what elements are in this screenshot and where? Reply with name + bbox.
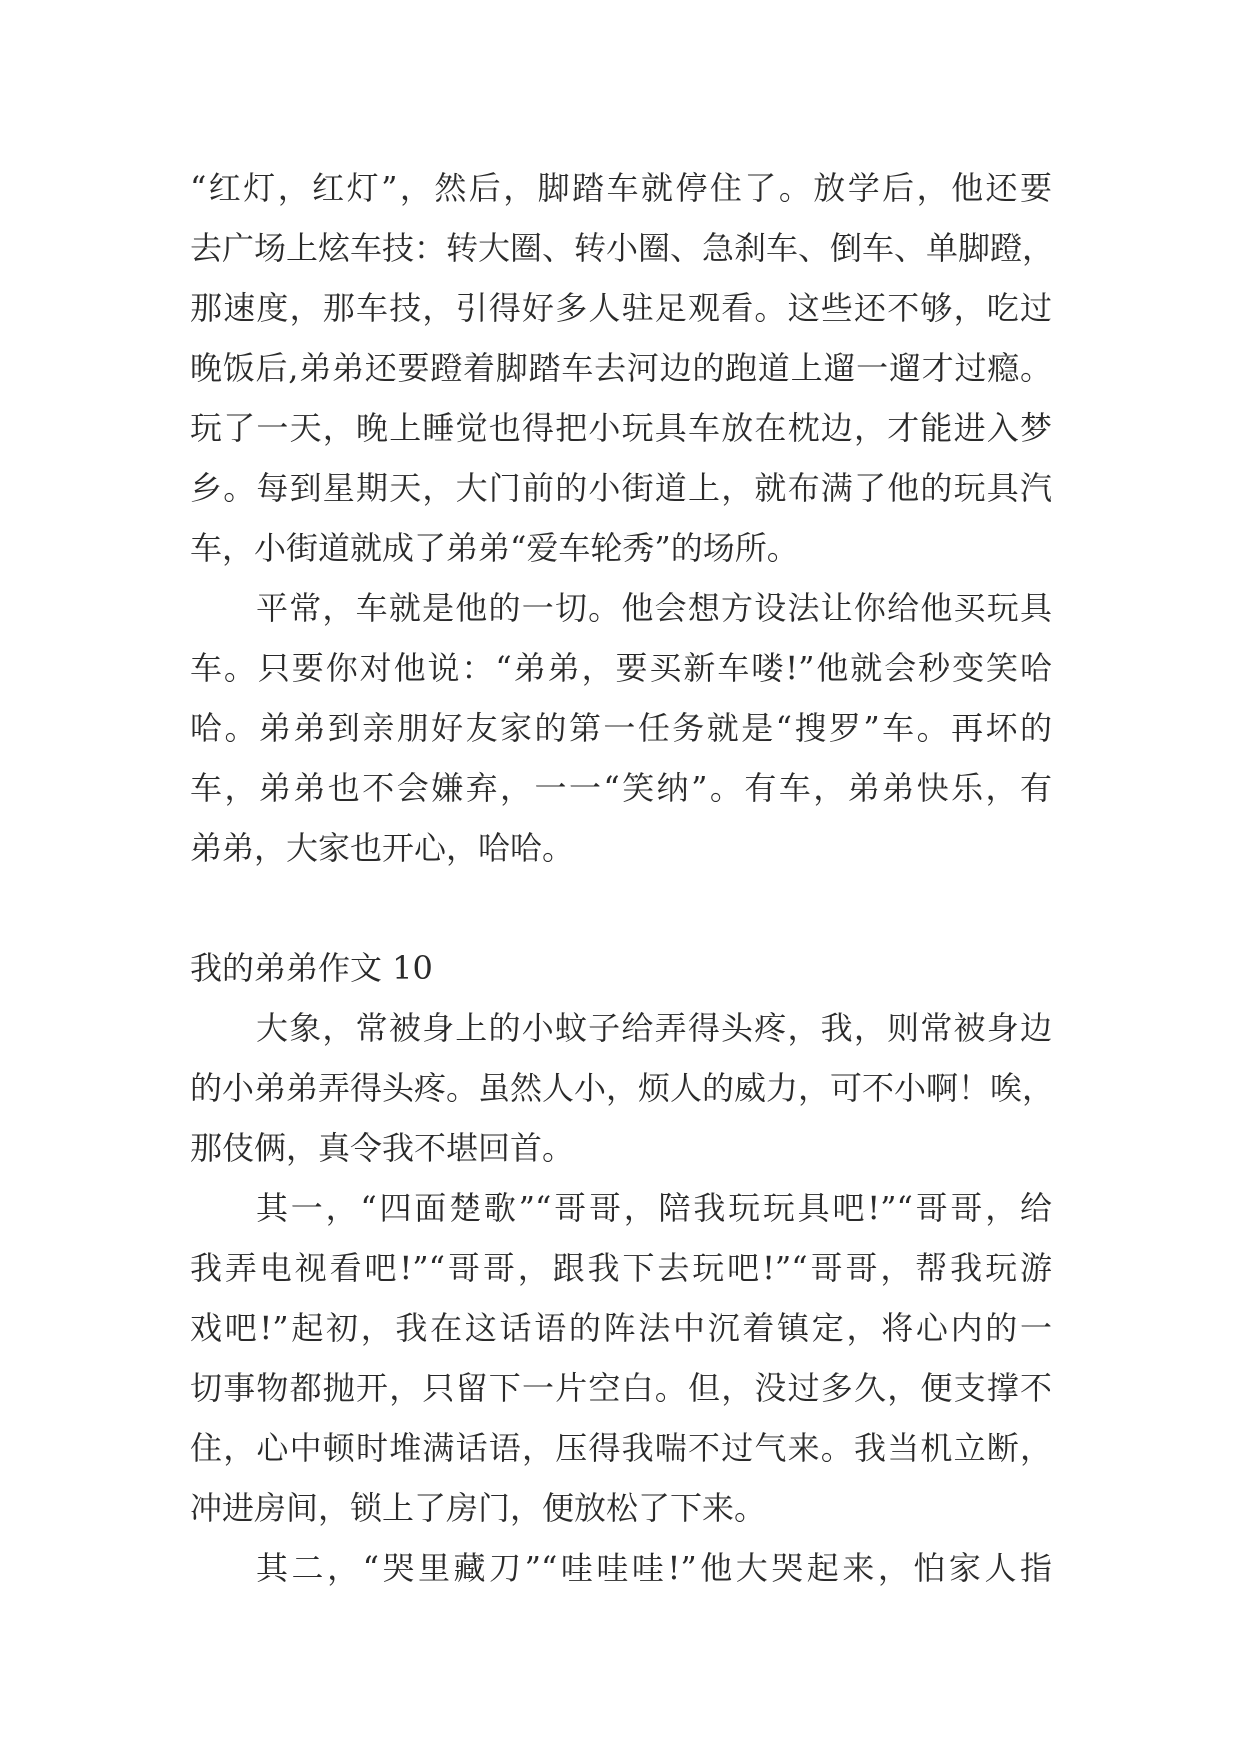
text-line: 大象，常被身上的小蚊子给弄得头疼，我，则常被身边 (256, 1009, 1052, 1047)
text-line: 其二，“哭里藏刀”“哇哇哇!”他大哭起来，怕家人指 (256, 1549, 1052, 1587)
text-line: 那速度，那车技，引得好多人驻足观看。这些还不够，吃过 (190, 289, 1052, 327)
paragraph (190, 1178, 1052, 1538)
text-line: 其一，“四面楚歌”“哥哥，陪我玩玩具吧!”“哥哥，给 (256, 1189, 1052, 1227)
text-line: 去广场上炫车技：转大圈、转小圈、急刹车、倒车、单脚蹬， (190, 229, 1055, 267)
text-line: 弟弟，大家也开心，哈哈。 (190, 829, 575, 867)
text-line: 车，弟弟也不会嫌弃，一一“笑纳”。有车，弟弟快乐，有 (190, 769, 1052, 807)
text-line: 住，心中顿时堆满话语，压得我喘不过气来。我当机立断， (190, 1429, 1052, 1467)
text-line: 切事物都抛开，只留下一片空白。但，没过多久，便支撑不 (190, 1369, 1052, 1407)
text-line: 晚饭后,弟弟还要蹬着脚踏车去河边的跑道上遛一遛才过瘾。 (190, 349, 1052, 387)
text-line: 那伎俩，真令我不堪回首。 (190, 1129, 575, 1167)
text-line: 的小弟弟弄得头疼。虽然人小，烦人的威力，可不小啊！唉， (190, 1069, 1055, 1107)
text-line: 我弄电视看吧!”“哥哥，跟我下去玩吧!”“哥哥，帮我玩游 (190, 1249, 1052, 1287)
paragraph (190, 1538, 1052, 1598)
text-line: 戏吧!”起初，我在这话语的阵法中沉着镇定，将心内的一 (190, 1309, 1052, 1347)
text-line: 乡。每到星期天，大门前的小街道上，就布满了他的玩具汽 (190, 469, 1052, 507)
blank-line (190, 878, 1052, 938)
text-line: 车。只要你对他说：“弟弟，要买新车喽!”他就会秒变笑哈 (190, 649, 1052, 687)
paragraph (190, 158, 1055, 578)
text-line: 冲进房间，锁上了房门，便放松了下来。 (190, 1489, 767, 1527)
section-heading: 我的弟弟作文 10 (190, 949, 433, 987)
text-line: 平常，车就是他的一切。他会想方设法让你给他买玩具 (256, 589, 1052, 627)
paragraph (190, 998, 1055, 1178)
text-line: “红灯，红灯”，然后，脚踏车就停住了。放学后，他还要 (190, 169, 1052, 207)
text-line: 哈。弟弟到亲朋好友家的第一任务就是“搜罗”车。再坏的 (190, 709, 1052, 747)
paragraph (190, 578, 1052, 878)
text-line: 车，小街道就成了弟弟“爱车轮秀”的场所。 (190, 529, 799, 567)
document-page (190, 158, 1055, 1598)
text-line: 玩了一天，晚上睡觉也得把小玩具车放在枕边，才能进入梦 (190, 409, 1052, 447)
